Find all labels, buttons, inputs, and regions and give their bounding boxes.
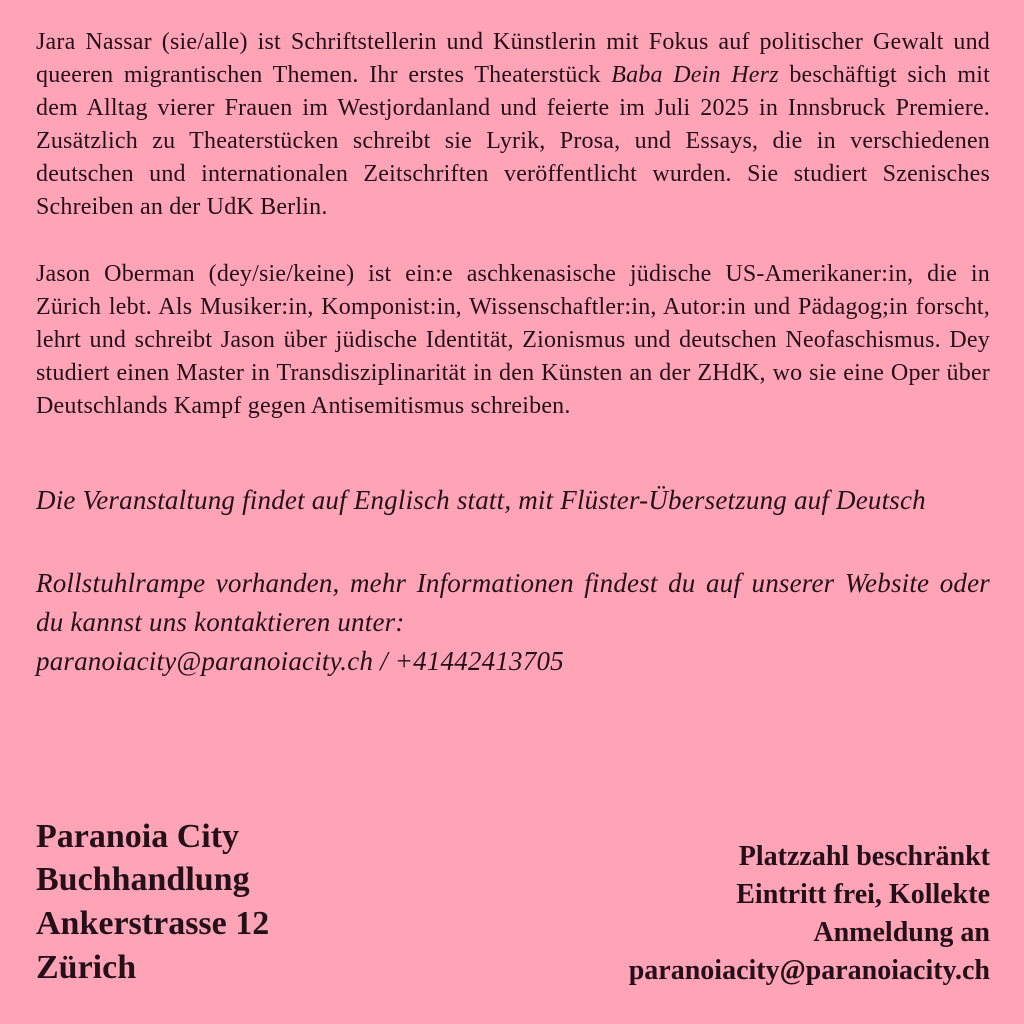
venue-address-block [36, 815, 269, 990]
bio-jara-text-after-title: beschäftigt sich mit dem Alltag vierer Frauen im Westjordanland und feierte im Juli 2025 in Innsbruck Premiere. Zusätzlich zu Theaterstücken schreibt sie Lyrik, Prosa, und Essays, die in verschiedenen deutschen und internationalen Zeitschriften veröffentlicht wurden. Sie studiert Szenisches Schreiben an der UdK Berlin. [36, 62, 990, 220]
venue-city: Zürich [36, 949, 137, 987]
bio-jason-oberman: Jason Oberman (dey/sie/keine) ist ein:e aschkenasische jüdische US-Amerikaner:in, die in Zürich lebt. Als Musiker:in, Komponist:in, Wissenschaftler:in, Autor:in und Pädagog;in forscht, lehrt und schreibt Jason über jüdische Identität, Zionismus und deutschen Neofaschismus. Dey studiert einen Master in Transdisziplinarität in den Künsten an der ZHdK, wo sie eine Oper über Deutschlands Kampf gegen Antisemitismus schreiben. [36, 261, 990, 419]
registration-admission-note: Eintritt frei, Kollekte [736, 878, 990, 910]
accessibility-note [36, 564, 990, 681]
venue-street: Ankerstrasse 12 [36, 905, 270, 943]
venue-name: Paranoia City [36, 817, 240, 855]
registration-capacity-note: Platzzahl beschränkt [738, 840, 990, 872]
contact-line: paranoiacity@paranoiacity.ch / +41442413705 [36, 645, 564, 676]
bio-jara-nassar [36, 26, 990, 224]
footer [36, 815, 990, 990]
venue-type: Buchhandlung [36, 861, 250, 899]
play-title-baba-dein-herz: Baba Dein Herz [611, 62, 779, 88]
registration-email: paranoiacity@paranoiacity.ch [628, 954, 990, 986]
bio-jara-text-before-title: Jara Nassar (sie/alle) ist Schriftstellerin und Künstlerin mit Fokus auf politischer Gewalt und queeren migrantischen Themen. Ihr erstes Theaterstück [36, 29, 990, 88]
language-note: Die Veranstaltung findet auf Englisch statt, mit Flüster-Übersetzung auf Deutsch [36, 485, 926, 515]
accessibility-note-text: Rollstuhlrampe vorhanden, mehr Informationen findest du auf unserer Website oder du kannst uns kontaktieren unter: [36, 567, 990, 637]
registration-info-block [629, 838, 990, 990]
registration-signup-label: Anmeldung an [813, 916, 990, 948]
